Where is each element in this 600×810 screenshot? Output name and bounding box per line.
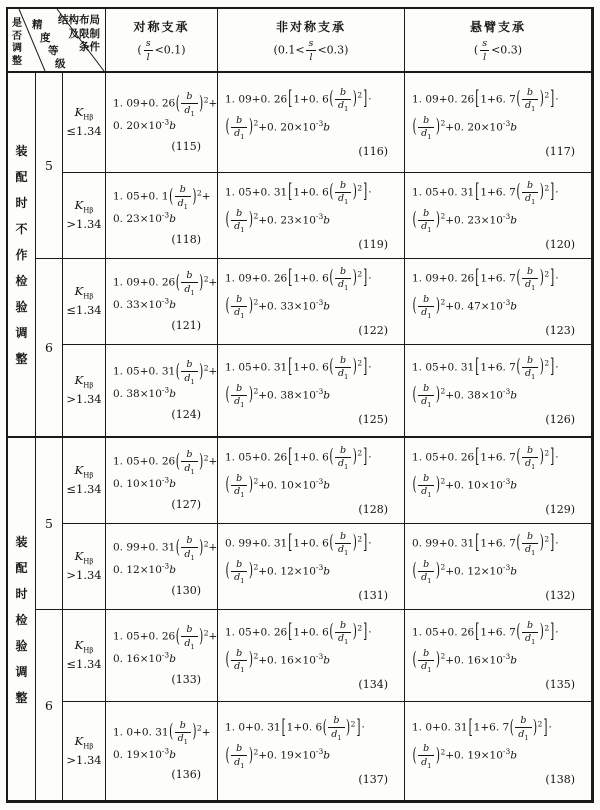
section-label-char: 验 [15, 300, 28, 314]
formula-line-1: 1. 05+0. 26[1+0. 6( $\frac{b}{d_1}$ )$^2$]· [225, 444, 372, 471]
paren-fraction-squared: ( $\frac{b}{d_1}$ )$^2$ [509, 715, 543, 742]
corner-char: 等 [48, 45, 59, 57]
paren-fraction-squared: ( $\frac{b}{d_1}$ )$^2$ [175, 359, 209, 386]
equation-number: (124) [171, 407, 201, 421]
variable: b [323, 389, 330, 401]
formula-line-2: ( $\frac{b}{d_1}$ )$^2$+0. $10\times 10^{-3}b$ [412, 472, 517, 499]
column-header-cantilever [405, 9, 592, 73]
corner-label-condition [58, 14, 100, 55]
formula-cell [218, 345, 405, 438]
paren-fraction-squared: ( $\frac{b}{d_1}$ )$^2$ [516, 86, 550, 113]
k-factor-condition-cell [63, 610, 106, 702]
section-label-char: 调 [15, 664, 28, 679]
variable: b [323, 300, 330, 312]
variable: b [323, 565, 330, 577]
corner-char: 调 [12, 43, 22, 54]
formula-cell [106, 438, 218, 524]
k-symbol: $K_{H\beta}$ [74, 733, 94, 751]
paren-fraction-squared: ( $\frac{b}{d_1}$ )$^2$ [329, 619, 363, 646]
formula-line-2: 0. $10\times 10^{-3}b$ [113, 475, 176, 491]
paren-fraction-squared: ( $\frac{b}{d_1}$ )$^2$ [412, 743, 446, 770]
superscript: -3 [502, 297, 511, 307]
tall-bracket: ] [363, 531, 368, 554]
formula-line-1: 1. 09+0. 26( $\frac{b}{d_1}$ )$^2$+ [113, 91, 218, 118]
tall-bracket: [ [288, 266, 293, 289]
paren-fraction-squared: ( $\frac{b}{d_1}$ )$^2$ [412, 647, 446, 674]
paren-fraction-squared: ( $\frac{b}{d_1}$ )$^2$ [329, 444, 363, 471]
formula-cell [106, 702, 218, 801]
section-label-char: 验 [15, 638, 28, 653]
paren-fraction-squared: ( $\frac{b}{d_1}$ )$^2$ [516, 444, 550, 471]
tall-bracket: [ [475, 620, 480, 643]
superscript: -3 [161, 385, 170, 395]
formula-line-2: ( $\frac{b}{d_1}$ )$^2$+0. $38\times 10^{-3}b$ [412, 382, 517, 409]
section-label-char: 检 [15, 612, 28, 627]
superscript: -3 [502, 118, 511, 128]
tall-bracket: [ [475, 266, 480, 289]
variable: b [510, 565, 517, 577]
formula-cell [218, 610, 405, 702]
formula-line-1: 1. 05+0. 31[1+0. 6( $\frac{b}{d_1}$ )$^2$]· [225, 354, 372, 381]
tall-bracket: [ [288, 355, 293, 378]
variable: b [169, 388, 176, 401]
k-symbol: $K_{H\beta}$ [74, 463, 94, 480]
load-factor-table [6, 7, 594, 803]
corner-char: 是 [12, 18, 22, 29]
column-condition: (0.1< $\frac{s}{l}$ <0.3) [273, 38, 349, 63]
tall-bracket: ] [363, 87, 368, 110]
equation-number: (129) [545, 502, 575, 516]
formula-cell [218, 73, 405, 173]
formula-line-2: ( $\frac{b}{d_1}$ )$^2$+0. $33\times 10^{-3}b$ [225, 293, 330, 320]
tall-bracket: [ [475, 87, 480, 110]
formula-cell [405, 702, 592, 801]
formula-line-1: 1. 0+0. 31( $\frac{b}{d_1}$ )$^2$+ [113, 719, 211, 747]
superscript: -3 [161, 650, 170, 660]
tall-bracket: ] [550, 266, 555, 289]
superscript: -3 [161, 746, 170, 756]
formula-cell [218, 702, 405, 801]
section-label-char: 装 [15, 534, 28, 549]
superscript: -3 [315, 297, 324, 307]
paren-fraction-squared: ( $\frac{b}{d_1}$ )$^2$ [225, 207, 259, 234]
equation-number: (138) [545, 773, 575, 786]
k-symbol: $K_{H\beta}$ [74, 638, 94, 655]
corner-condition-line: 条件 [79, 41, 100, 54]
formula-line-2: 0. $12\times 10^{-3}b$ [113, 561, 176, 577]
k-condition: >1.34 [66, 217, 102, 232]
formula-cell [106, 259, 218, 345]
paren-fraction-squared: ( $\frac{b}{d_1}$ )$^2$ [175, 624, 209, 651]
variable: b [510, 121, 517, 133]
section-label [8, 438, 36, 801]
paren-fraction-squared: ( $\frac{b}{d_1}$ )$^2$ [329, 530, 363, 557]
paren-fraction-squared: ( $\frac{b}{d_1}$ )$^2$ [169, 719, 202, 747]
formula-line-1: 1. 09+0. 26[1+6. 7( $\frac{b}{d_1}$ )$^2$]· [412, 265, 559, 292]
tall-bracket: [ [475, 531, 480, 554]
tall-bracket: [ [288, 445, 293, 468]
formula-line-2: ( $\frac{b}{d_1}$ )$^2$+0. $19\times 10^{-3}b$ [412, 743, 517, 770]
section-label-char: 时 [15, 196, 28, 210]
formula-line-2: 0. $16\times 10^{-3}b$ [113, 650, 176, 666]
paren-fraction-squared: ( $\frac{b}{d_1}$ )$^2$ [516, 354, 550, 381]
formula-line-1: 1. 05+0. 26( $\frac{b}{d_1}$ )$^2$+ [113, 449, 218, 476]
paren-fraction-squared: ( $\frac{b}{d_1}$ )$^2$ [516, 265, 550, 292]
equation-number: (126) [545, 412, 575, 426]
equation-number: (137) [358, 773, 388, 786]
column-condition: ( $\frac{s}{l}$ <0.1) [137, 38, 186, 63]
paren-fraction-squared: ( $\frac{b}{d_1}$ )$^2$ [175, 449, 209, 476]
tall-bracket: ] [550, 531, 555, 554]
column-condition: ( $\frac{s}{l}$ <0.3) [473, 38, 523, 63]
tall-bracket: [ [468, 715, 473, 739]
superscript: -3 [161, 296, 170, 306]
paren-fraction-squared: ( $\frac{b}{d_1}$ )$^2$ [516, 619, 550, 646]
superscript: -3 [161, 117, 170, 127]
formula-line-1: 1. 05+0. 1( $\frac{b}{d_1}$ )$^2$+ [113, 184, 211, 211]
variable: b [510, 479, 517, 491]
equation-number: (121) [171, 318, 201, 332]
paren-fraction-squared: ( $\frac{b}{d_1}$ )$^2$ [412, 293, 446, 320]
equation-number: (116) [358, 144, 388, 158]
variable: b [510, 389, 517, 401]
k-condition: ≤1.34 [66, 303, 102, 318]
variable: b [169, 653, 176, 666]
tall-bracket: ] [550, 180, 555, 203]
equation-number: (120) [545, 237, 575, 251]
equation-number: (133) [171, 672, 201, 686]
column-header-asymmetric [218, 9, 405, 73]
formula-line-1: 0. 99+0. 31( $\frac{b}{d_1}$ )$^2$+ [113, 535, 218, 562]
equation-number: (134) [358, 677, 388, 691]
formula-line-2: ( $\frac{b}{d_1}$ )$^2$+0. $19\times 10^{-3}b$ [225, 743, 330, 770]
superscript: -3 [502, 386, 511, 396]
equation-number: (136) [171, 768, 201, 782]
equation-number: (119) [358, 237, 388, 251]
formula-cell [405, 173, 592, 259]
formula-line-1: 1. 09+0. 26( $\frac{b}{d_1}$ )$^2$+ [113, 270, 218, 297]
paren-fraction-squared: ( $\frac{b}{d_1}$ )$^2$ [412, 114, 446, 141]
formula-line-1: 0. 99+0. 31[1+0. 6( $\frac{b}{d_1}$ )$^2$]· [225, 530, 372, 557]
paren-fraction-squared: ( $\frac{b}{d_1}$ )$^2$ [225, 382, 259, 409]
paren-fraction-squared: ( $\frac{b}{d_1}$ )$^2$ [322, 715, 356, 742]
tall-bracket: ] [363, 266, 368, 289]
variable: b [323, 121, 330, 133]
paren-fraction-squared: ( $\frac{b}{d_1}$ )$^2$ [225, 293, 259, 320]
k-factor-condition-cell [63, 73, 106, 173]
k-condition: >1.34 [66, 392, 102, 407]
formula-line-2: 0. $23\times 10^{-3}b$ [113, 210, 176, 226]
tall-bracket: [ [288, 180, 293, 203]
formula-cell [405, 438, 592, 524]
equation-number: (127) [171, 497, 201, 511]
corner-char: 精 [32, 19, 43, 31]
tall-bracket: [ [288, 87, 293, 110]
section-label-char: 调 [15, 326, 28, 340]
superscript: -3 [161, 475, 170, 485]
formula-line-2: 0. $20\times 10^{-3}b$ [113, 117, 176, 133]
section-label [8, 73, 36, 438]
section-label-char: 配 [15, 170, 28, 184]
formula-cell [405, 524, 592, 610]
k-factor-condition-cell [63, 259, 106, 345]
variable: b [169, 564, 176, 577]
corner-condition-line: 及限制 [68, 27, 100, 40]
paren-fraction-squared: ( $\frac{b}{d_1}$ )$^2$ [412, 558, 446, 585]
section-label-char: 时 [15, 586, 28, 601]
formula-cell [405, 259, 592, 345]
k-factor-condition-cell [63, 524, 106, 610]
formula-line-2: 0. $38\times 10^{-3}b$ [113, 385, 176, 401]
formula-cell [218, 524, 405, 610]
k-factor-condition-cell [63, 345, 106, 438]
tall-bracket: ] [543, 715, 548, 739]
k-condition: ≤1.34 [66, 657, 102, 672]
superscript: -3 [161, 561, 170, 571]
formula-line-2: 0. $33\times 10^{-3}b$ [113, 296, 176, 312]
paren-fraction-squared: ( $\frac{b}{d_1}$ )$^2$ [516, 179, 550, 206]
formula-cell [106, 73, 218, 173]
variable: b [323, 214, 330, 226]
tall-bracket: [ [475, 445, 480, 468]
tall-bracket: ] [550, 87, 555, 110]
equation-number: (128) [358, 502, 388, 516]
section-label-char: 检 [15, 274, 28, 288]
superscript: -3 [315, 562, 324, 572]
tall-bracket: ] [363, 180, 368, 203]
superscript: -3 [502, 651, 511, 661]
equation-number: (122) [358, 323, 388, 337]
formula-line-2: ( $\frac{b}{d_1}$ )$^2$+0. $23\times 10^{-3}b$ [225, 207, 330, 234]
equation-number: (130) [171, 583, 201, 597]
superscript: -3 [502, 747, 511, 756]
k-symbol: $K_{H\beta}$ [74, 284, 94, 301]
section-label-char: 整 [15, 690, 28, 705]
k-symbol: $K_{H\beta}$ [74, 373, 94, 390]
section-label-char: 装 [15, 144, 28, 158]
formula-line-2: ( $\frac{b}{d_1}$ )$^2$+0. $38\times 10^{-3}b$ [225, 382, 330, 409]
corner-char: 级 [55, 58, 66, 70]
paren-fraction-squared: ( $\frac{b}{d_1}$ )$^2$ [329, 354, 363, 381]
k-condition: ≤1.34 [66, 124, 102, 139]
formula-line-1: 1. 05+0. 26[1+0. 6( $\frac{b}{d_1}$ )$^2$]· [225, 619, 372, 646]
paren-fraction-squared: ( $\frac{b}{d_1}$ )$^2$ [175, 535, 209, 562]
section-label-char: 配 [15, 560, 28, 575]
formula-line-1: 1. 05+0. 31[1+6. 7( $\frac{b}{d_1}$ )$^2$]· [412, 354, 559, 381]
formula-cell [405, 610, 592, 702]
k-symbol: $K_{H\beta}$ [74, 549, 94, 566]
formula-line-2: ( $\frac{b}{d_1}$ )$^2$+0. $20\times 10^{-3}b$ [412, 114, 517, 141]
formula-line-1: 1. 0+0. 31[1+0. 6( $\frac{b}{d_1}$ )$^2$]· [225, 715, 365, 742]
variable: b [169, 748, 176, 761]
k-condition: >1.34 [66, 568, 102, 583]
equation-number: (117) [545, 144, 575, 158]
formula-cell [405, 345, 592, 438]
variable: b [510, 749, 517, 762]
fraction: $\frac{s}{l}$ [143, 39, 154, 62]
formula-line-1: 1. 09+0. 26[1+6. 7( $\frac{b}{d_1}$ )$^2$]· [412, 86, 559, 113]
equation-number: (135) [545, 677, 575, 691]
formula-line-1: 1. 05+0. 26( $\frac{b}{d_1}$ )$^2$+ [113, 624, 218, 651]
formula-line-2: ( $\frac{b}{d_1}$ )$^2$+0. $12\times 10^{-3}b$ [225, 558, 330, 585]
paren-fraction-squared: ( $\frac{b}{d_1}$ )$^2$ [225, 558, 259, 585]
formula-cell [106, 173, 218, 259]
tall-bracket: ] [550, 355, 555, 378]
fraction: $\frac{s}{l}$ [306, 39, 317, 62]
tall-bracket: ] [356, 715, 361, 739]
corner-char: 整 [12, 55, 22, 67]
column-title: 悬臂支承 [469, 20, 526, 34]
column-header-symmetric [106, 9, 218, 73]
superscript: -3 [502, 211, 511, 221]
column-title: 对称支承 [133, 20, 190, 34]
superscript: -3 [315, 651, 324, 661]
paren-fraction-squared: ( $\frac{b}{d_1}$ )$^2$ [225, 114, 259, 141]
formula-line-1: 1. 0+0. 31[1+6. 7( $\frac{b}{d_1}$ )$^2$]· [412, 715, 552, 742]
formula-line-2: ( $\frac{b}{d_1}$ )$^2$+0. $20\times 10^{-3}b$ [225, 114, 330, 141]
corner-char: 度 [40, 32, 51, 44]
k-symbol: $K_{H\beta}$ [74, 198, 94, 215]
variable: b [510, 214, 517, 226]
formula-line-2: ( $\frac{b}{d_1}$ )$^2$+0. $23\times 10^{-3}b$ [412, 207, 517, 234]
superscript: -3 [315, 747, 324, 756]
paren-fraction-squared: ( $\frac{b}{d_1}$ )$^2$ [412, 382, 446, 409]
equation-number: (118) [171, 232, 201, 246]
equation-number: (115) [171, 139, 201, 153]
section-label-char: 不 [15, 222, 28, 236]
paren-fraction-squared: ( $\frac{b}{d_1}$ )$^2$ [329, 86, 363, 113]
variable: b [169, 478, 176, 491]
header-corner-cell [8, 9, 106, 73]
equation-number: (131) [358, 588, 388, 602]
tall-bracket: [ [281, 715, 286, 739]
superscript: -3 [161, 210, 170, 220]
tall-bracket: ] [363, 620, 368, 643]
variable: b [510, 654, 517, 666]
superscript: -3 [315, 386, 324, 396]
k-factor-condition-cell [63, 438, 106, 524]
grade-label: 5 [36, 73, 63, 259]
formula-cell [218, 259, 405, 345]
superscript: -3 [315, 211, 324, 221]
formula-cell [106, 524, 218, 610]
formula-line-2: 0. $19\times 10^{-3}b$ [113, 746, 176, 761]
tall-bracket: ] [363, 445, 368, 468]
grade-label: 6 [36, 259, 63, 438]
section-label-char: 作 [15, 248, 28, 262]
variable: b [169, 120, 176, 133]
fraction: $\frac{s}{l}$ [479, 39, 490, 62]
paren-fraction-squared: ( $\frac{b}{d_1}$ )$^2$ [329, 179, 363, 206]
superscript: -3 [315, 476, 324, 486]
formula-cell [106, 610, 218, 702]
equation-number: (132) [545, 588, 575, 602]
paren-fraction-squared: ( $\frac{b}{d_1}$ )$^2$ [516, 530, 550, 557]
tall-bracket: [ [475, 180, 480, 203]
formula-line-2: ( $\frac{b}{d_1}$ )$^2$+0. $10\times 10^{-3}b$ [225, 472, 330, 499]
paren-fraction-squared: ( $\frac{b}{d_1}$ )$^2$ [412, 207, 446, 234]
k-condition: >1.34 [66, 752, 102, 767]
column-title: 非对称支承 [275, 20, 346, 34]
k-condition: ≤1.34 [66, 482, 102, 497]
superscript: -3 [315, 118, 324, 128]
k-symbol: $K_{H\beta}$ [74, 105, 94, 122]
paren-fraction-squared: ( $\frac{b}{d_1}$ )$^2$ [329, 265, 363, 292]
formula-cell [405, 73, 592, 173]
paren-fraction-squared: ( $\frac{b}{d_1}$ )$^2$ [169, 184, 202, 211]
paren-fraction-squared: ( $\frac{b}{d_1}$ )$^2$ [225, 743, 259, 770]
variable: b [323, 654, 330, 666]
formula-cell [106, 345, 218, 438]
superscript: -3 [502, 562, 511, 572]
paren-fraction-squared: ( $\frac{b}{d_1}$ )$^2$ [412, 472, 446, 499]
formula-cell [218, 438, 405, 524]
paren-fraction-squared: ( $\frac{b}{d_1}$ )$^2$ [225, 472, 259, 499]
variable: b [510, 300, 517, 312]
variable: b [323, 479, 330, 491]
formula-line-1: 1. 09+0. 26[1+0. 6( $\frac{b}{d_1}$ )$^2$]· [225, 265, 372, 292]
formula-line-2: ( $\frac{b}{d_1}$ )$^2$+0. $47\times 10^{-3}b$ [412, 293, 517, 320]
superscript: -3 [502, 476, 511, 486]
formula-line-1: 1. 05+0. 31[1+0. 6( $\frac{b}{d_1}$ )$^2$]· [225, 179, 372, 206]
variable: b [323, 749, 330, 762]
formula-line-2: ( $\frac{b}{d_1}$ )$^2$+0. $12\times 10^{-3}b$ [412, 558, 517, 585]
tall-bracket: ] [550, 445, 555, 468]
formula-line-1: 1. 09+0. 26[1+0. 6( $\frac{b}{d_1}$ )$^2$]· [225, 86, 372, 113]
section-label-char: 整 [15, 352, 28, 366]
corner-condition-line: 结构布局 [58, 14, 100, 26]
tall-bracket: [ [475, 355, 480, 378]
paren-fraction-squared: ( $\frac{b}{d_1}$ )$^2$ [175, 91, 209, 118]
paren-fraction-squared: ( $\frac{b}{d_1}$ )$^2$ [225, 647, 259, 674]
tall-bracket: [ [288, 620, 293, 643]
formula-line-1: 1. 05+0. 31[1+6. 7( $\frac{b}{d_1}$ )$^2$]· [412, 179, 559, 206]
tall-bracket: ] [550, 620, 555, 643]
variable: b [169, 213, 176, 226]
grade-label: 6 [36, 610, 63, 801]
formula-line-2: ( $\frac{b}{d_1}$ )$^2$+0. $16\times 10^{-3}b$ [225, 647, 330, 674]
equation-number: (125) [358, 412, 388, 426]
formula-line-1: 1. 05+0. 26[1+6. 7( $\frac{b}{d_1}$ )$^2$]· [412, 444, 559, 471]
formula-line-1: 0. 99+0. 31[1+6. 7( $\frac{b}{d_1}$ )$^2$]· [412, 530, 559, 557]
corner-char: 否 [12, 30, 22, 42]
formula-line-2: ( $\frac{b}{d_1}$ )$^2$+0. $16\times 10^{-3}b$ [412, 647, 517, 674]
tall-bracket: [ [288, 531, 293, 554]
paren-fraction-squared: ( $\frac{b}{d_1}$ )$^2$ [175, 270, 209, 297]
formula-line-1: 1. 05+0. 26[1+6. 7( $\frac{b}{d_1}$ )$^2$]· [412, 619, 559, 646]
k-factor-condition-cell [63, 702, 106, 801]
variable: b [169, 299, 176, 312]
tall-bracket: ] [363, 355, 368, 378]
k-factor-condition-cell [63, 173, 106, 259]
formula-cell [218, 173, 405, 259]
equation-number: (123) [545, 323, 575, 337]
formula-line-1: 1. 05+0. 31( $\frac{b}{d_1}$ )$^2$+ [113, 359, 218, 386]
grade-label: 5 [36, 438, 63, 610]
